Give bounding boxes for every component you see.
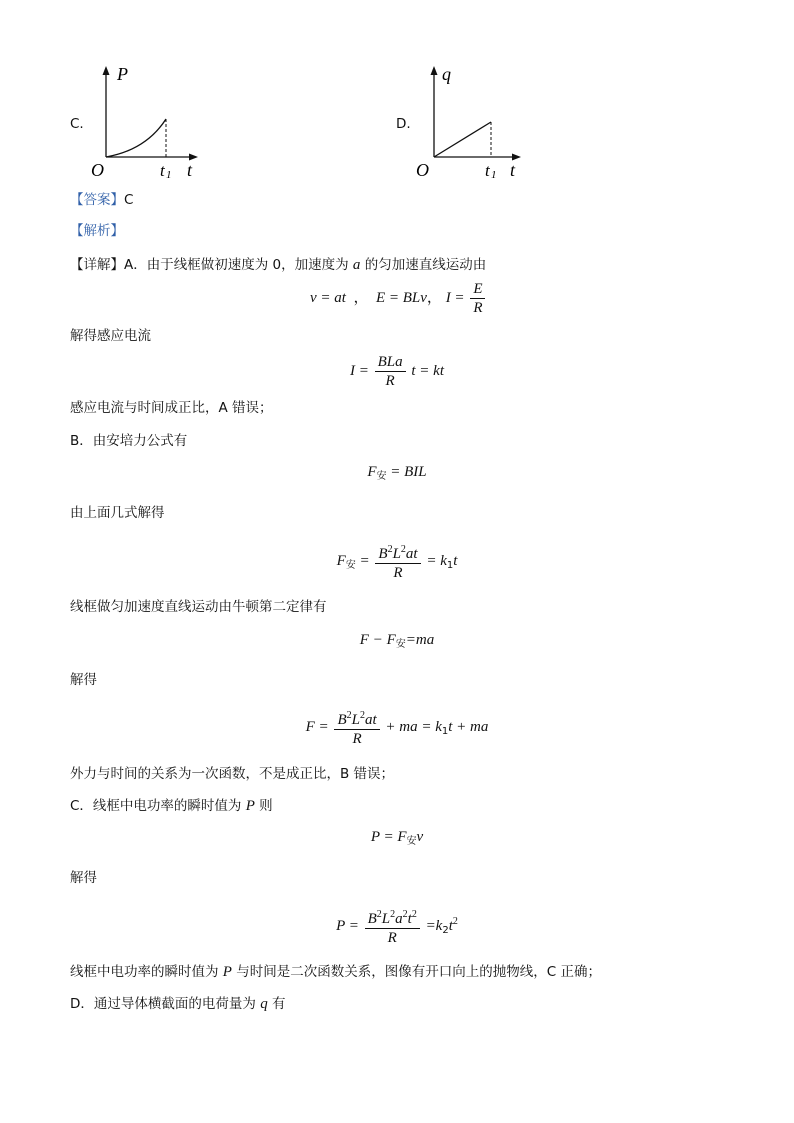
formula-4-rhs-sub: 1	[446, 559, 454, 571]
var-q: q	[260, 996, 268, 1012]
formula-8-num	[365, 906, 420, 929]
graph-d-y-arrow	[431, 66, 438, 75]
text-line-11-suffix: 与时间是二次函数关系，图像有开口向上的抛物线，C 正确；	[231, 964, 601, 980]
formula-6-num	[334, 707, 379, 730]
text-line-9-suffix: 则	[254, 798, 273, 814]
formula-6-mid: + ma = k	[385, 718, 442, 735]
formula-4-num	[375, 541, 420, 564]
formula-8-num-a: a	[395, 911, 403, 927]
formula-4-num-rest: at	[405, 546, 418, 562]
option-d-label: D.	[396, 116, 411, 132]
answer-line	[70, 191, 133, 209]
formula-6-rhs: t + ma	[448, 718, 489, 735]
formula-8-sup-a: 2	[402, 909, 408, 920]
formula-7-sub: 安	[406, 836, 417, 847]
formula-4-fraction	[375, 541, 420, 582]
formula-6-sup-l: 2	[359, 710, 365, 721]
text-line-9	[70, 797, 273, 815]
formula-4	[0, 541, 794, 582]
formula-3	[0, 464, 794, 482]
formula-1	[310, 280, 487, 317]
formula-8-fraction	[365, 906, 420, 947]
formula-6-fraction	[334, 707, 379, 748]
analysis-label: 【解析】	[70, 223, 124, 239]
text-line-8: 外力与时间的关系为一次函数，不是成正比，B 错误；	[70, 766, 395, 782]
formula-4-sup-l: 2	[400, 544, 406, 555]
formula-5-sub: 安	[395, 639, 406, 650]
formula-1-num: E	[470, 280, 485, 299]
formula-2-den: R	[385, 373, 395, 389]
formula-8-rhs: =k	[425, 917, 443, 934]
graph-c-xlabel: t	[187, 160, 193, 180]
formula-3-lhs: F	[367, 464, 377, 480]
formula-5	[0, 632, 794, 650]
formula-6-sup-b: 2	[346, 710, 352, 721]
formula-8-den: R	[387, 930, 397, 946]
text-line-1	[70, 256, 486, 274]
graph-c	[86, 62, 206, 182]
formula-7	[0, 829, 794, 847]
formula-8-sup-b: 2	[376, 909, 382, 920]
formula-3-rhs: = BIL	[386, 464, 427, 480]
formula-6-num-b: B	[337, 712, 347, 728]
text-line-4: B．由安培力公式有	[70, 433, 188, 449]
formula-2-num: BLa	[375, 353, 406, 372]
formula-6-sub: 1	[441, 725, 449, 737]
text-line-1-suffix: 的匀加速直线运动由	[360, 257, 487, 273]
formula-1-fraction	[470, 280, 485, 317]
formula-1-b: E = BLv	[375, 289, 427, 306]
formula-8-sub: 2	[442, 924, 449, 936]
text-line-11	[70, 963, 601, 981]
formula-4-rhs: = k	[426, 552, 447, 569]
var-p-2: P	[222, 964, 232, 980]
formula-6-den: R	[352, 731, 362, 747]
formula-1-c-lhs: I =	[445, 289, 465, 306]
answer-value: C	[124, 192, 134, 208]
formula-4-num-b: B	[378, 546, 388, 562]
graph-d-xlabel: t	[510, 160, 516, 180]
text-line-5: 由上面几式解得	[70, 505, 165, 521]
graph-d-origin: O	[416, 160, 429, 180]
graph-d-tick-t: t	[485, 161, 490, 180]
graph-c-tick-t: t	[160, 161, 165, 180]
formula-4-rhs-t: t	[453, 552, 458, 569]
graph-d-tick-sub: 1	[491, 169, 497, 181]
var-p: P	[245, 798, 255, 814]
formula-2-lhs: I =	[349, 362, 369, 379]
graph-c-curve	[106, 119, 166, 157]
option-c-label: C.	[70, 116, 84, 132]
var-a: a	[352, 257, 361, 273]
text-line-12-prefix: D．通过导体横截面的电荷量为	[70, 996, 261, 1012]
graph-d-line	[434, 122, 491, 157]
formula-8-num-l: L	[381, 911, 391, 927]
formula-6	[0, 707, 794, 748]
formula-1-sep2: ，	[426, 289, 442, 306]
formula-1-sep1: ，	[345, 289, 376, 306]
formula-7-lhs: P = F	[370, 829, 407, 845]
text-line-2: 解得感应电流	[70, 328, 151, 344]
formula-4-eq: =	[355, 552, 370, 569]
formula-2-fraction	[375, 353, 406, 390]
answer-label: 【答案】	[70, 192, 124, 208]
text-line-6: 线框做匀加速度直线运动由牛顿第二定律有	[70, 599, 327, 615]
formula-5-a: F − F	[359, 632, 396, 648]
formula-3-sub: 安	[376, 471, 387, 482]
graph-d	[414, 62, 534, 182]
formula-8-sup-rhs: 2	[452, 915, 458, 927]
text-line-12	[70, 995, 285, 1013]
formula-4-den: R	[393, 565, 403, 581]
formula-8-num-t: t	[407, 911, 412, 927]
graph-c-tick-sub: 1	[166, 169, 172, 181]
formula-8-t: t	[448, 917, 453, 934]
graph-c-ylabel: P	[117, 64, 128, 84]
text-line-1-prefix: 【详解】A．由于线框做初速度为 0，加速度为	[70, 257, 353, 273]
formula-2	[0, 353, 794, 390]
formula-4-sub: 安	[345, 559, 356, 571]
formula-1-a: v = at	[310, 289, 346, 306]
formula-4-lhs: F	[336, 552, 346, 569]
formula-7-rhs: v	[416, 829, 424, 845]
formula-8-lhs: P =	[336, 917, 359, 934]
formula-8-sup-l: 2	[390, 909, 396, 920]
formula-8-num-b: B	[367, 911, 377, 927]
formula-6-lhs: F =	[305, 718, 329, 735]
graph-c-y-arrow	[103, 66, 110, 75]
formula-8-sup-t: 2	[411, 909, 417, 920]
formula-5-b: =ma	[405, 632, 435, 648]
formula-1-den: R	[473, 300, 483, 316]
graph-d-ylabel: q	[442, 64, 451, 84]
text-line-12-suffix: 有	[267, 996, 286, 1012]
text-line-3: 感应电流与时间成正比，A 错误；	[70, 400, 273, 416]
formula-6-num-rest: at	[364, 712, 377, 728]
formula-4-sup-b: 2	[387, 544, 393, 555]
formula-4-num-l: L	[392, 546, 401, 562]
text-line-11-prefix: 线框中电功率的瞬时值为	[70, 964, 223, 980]
formula-2-rhs: t = kt	[411, 362, 444, 379]
text-line-7: 解得	[70, 672, 97, 688]
text-line-10: 解得	[70, 870, 97, 886]
graph-c-origin: O	[91, 160, 104, 180]
formula-6-num-l: L	[351, 712, 360, 728]
text-line-9-prefix: C．线框中电功率的瞬时值为	[70, 798, 246, 814]
formula-8	[0, 906, 794, 947]
